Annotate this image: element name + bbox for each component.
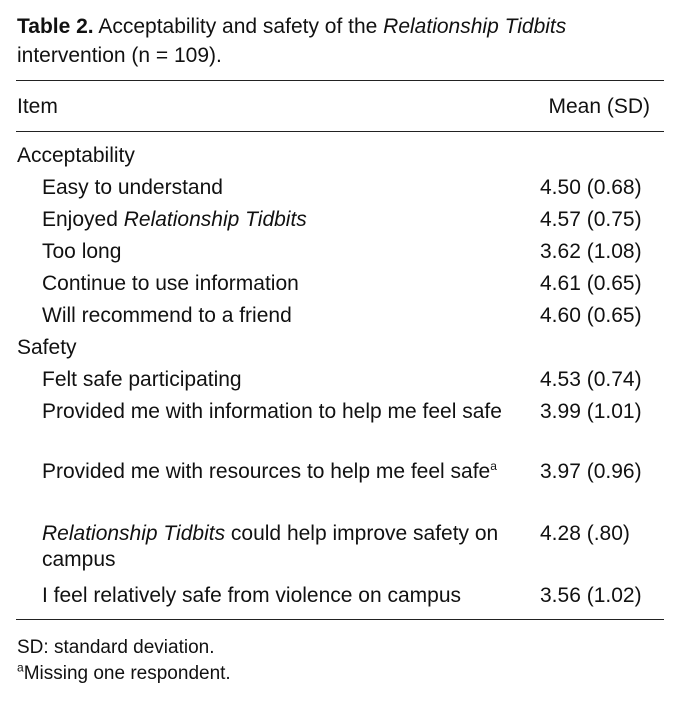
caption-text-after: intervention (n = 109). [17,44,222,67]
row-mean-sd: 4.57 (0.75) [540,208,642,231]
row-item-text: Provided me with resources to help me feel safe [42,460,491,483]
note-missing-text: Missing one respondent. [23,663,231,684]
row-item-label [42,459,512,485]
row-mean-sd: 4.53 (0.74) [540,368,642,391]
row-item-text: Provided me with information to help me feel safe [42,400,502,423]
caption-text-before: Acceptability and safety of the [98,15,378,38]
row-item-label [42,399,512,425]
column-header-mean-sd: Mean (SD) [548,95,650,118]
note-missing [17,662,231,686]
table-caption [17,12,667,70]
column-header-item: Item [17,95,58,118]
row-mean-sd: 3.99 (1.01) [540,400,642,423]
footnote-marker: a [490,459,497,473]
row-item-text: Will recommend to a friend [42,304,292,327]
row-item-text-after: could help improve safety on campus [42,522,499,571]
row-item-text: Too long [42,240,122,263]
row-mean-sd: 3.97 (0.96) [540,460,642,483]
row-mean-sd: 3.56 (1.02) [540,584,642,607]
row-item-text: I feel relatively safe from violence on campus [42,584,462,607]
row-item-text: Enjoyed [42,208,124,231]
row-item-label [42,521,512,573]
row-mean-sd: 4.28 (.80) [540,522,630,545]
bottom-rule [16,619,664,620]
footnote-marker: a [17,660,24,675]
header-rule [16,131,664,132]
row-item-text: Easy to understand [42,176,223,199]
row-mean-sd: 4.60 (0.65) [540,304,642,327]
row-item-label [42,303,512,329]
row-item-italic: Relationship Tidbits [42,522,226,545]
table-label: Table 2. [17,15,94,38]
row-item-label [42,207,512,233]
row-item-label [42,583,512,609]
row-item-italic: Relationship Tidbits [123,208,307,231]
row-item-label [42,367,512,393]
row-item-label [42,175,512,201]
row-mean-sd: 4.61 (0.65) [540,272,642,295]
row-item-text: Felt safe participating [42,368,242,391]
note-sd: SD: standard deviation. [17,637,215,658]
section-title: Safety [17,336,77,359]
row-mean-sd: 4.50 (0.68) [540,176,642,199]
section-title: Acceptability [17,144,135,167]
caption-intervention-name: Relationship Tidbits [383,15,567,38]
row-item-text: Continue to use information [42,272,299,295]
row-item-label [42,239,512,265]
top-rule [16,80,664,81]
row-mean-sd: 3.62 (1.08) [540,240,642,263]
row-item-label [42,271,512,297]
